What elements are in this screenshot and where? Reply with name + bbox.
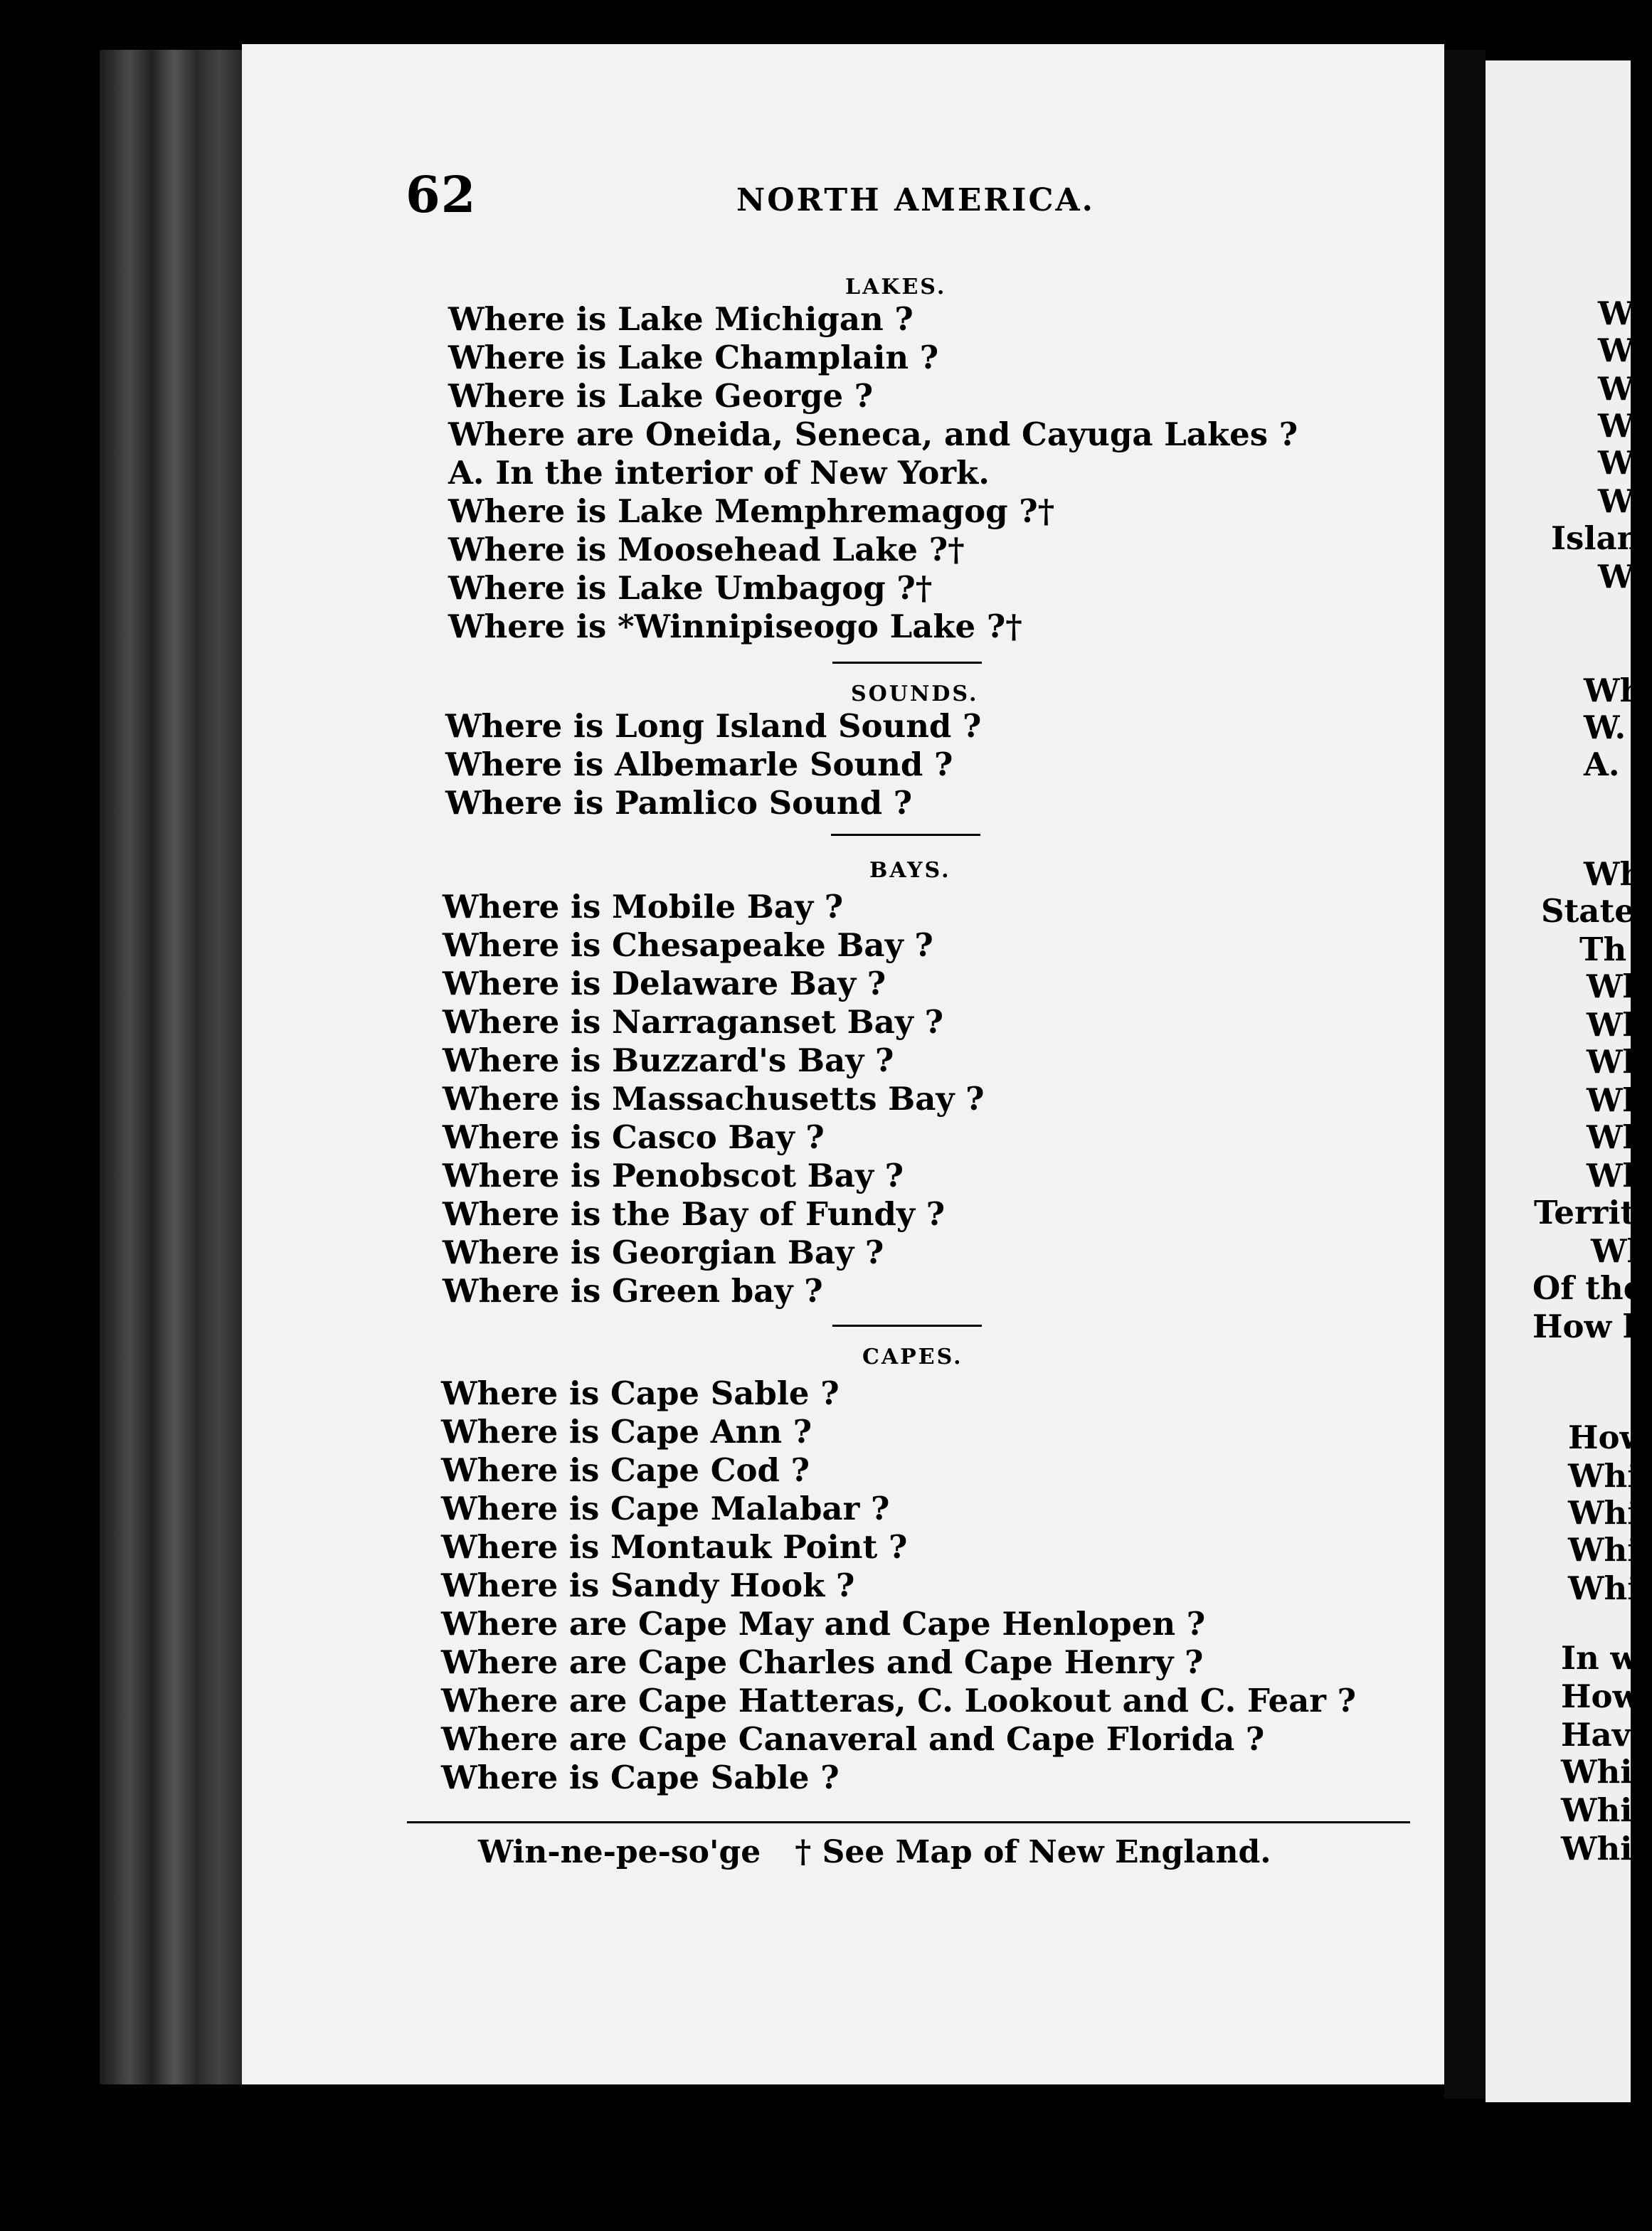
facing-page-line: Whi — [1568, 1457, 1640, 1495]
facing-page-line: W — [1598, 482, 1634, 520]
section-divider — [832, 662, 982, 664]
list-item: Where is Sandy Hook ? — [441, 1567, 855, 1604]
list-item: Where is Penobscot Bay ? — [443, 1157, 904, 1194]
list-item: Where is Lake Champlain ? — [448, 339, 939, 376]
book-spine — [100, 50, 249, 2084]
facing-page-line: How — [1568, 1419, 1648, 1456]
facing-page-line: Of the — [1532, 1269, 1644, 1307]
list-item: Where is Casco Bay ? — [443, 1118, 825, 1156]
facing-page-line: Whic — [1561, 1791, 1652, 1829]
facing-page-line: Whi — [1568, 1531, 1640, 1569]
list-item: Where are Cape May and Cape Henlopen ? — [441, 1605, 1206, 1643]
list-item: Where is Green bay ? — [443, 1272, 823, 1310]
list-item: Where is Massachusetts Bay ? — [443, 1080, 985, 1118]
section-divider — [831, 834, 980, 836]
sounds-list — [445, 707, 981, 822]
list-item: Where is Delaware Bay ? — [443, 965, 886, 1002]
list-item: Where is Narraganset Bay ? — [443, 1003, 943, 1041]
list-item: Where is Cape Cod ? — [441, 1451, 810, 1489]
footnote-map-note: † See Map of New England. — [795, 1834, 1271, 1870]
list-item: Where is Cape Malabar ? — [441, 1490, 890, 1527]
facing-page-line: Wh — [1584, 672, 1643, 709]
list-item: Where is Cape Sable ? — [441, 1759, 840, 1796]
list-item: Where is Lake Memphremagog ?† — [448, 492, 1055, 530]
list-item: Where is Moosehead Lake ?† — [448, 531, 965, 568]
footnote-rule — [407, 1821, 1410, 1823]
facing-page-line: Wh — [1587, 1157, 1646, 1194]
facing-page-line: Wh — [1587, 968, 1646, 1005]
list-item: Where is Georgian Bay ? — [443, 1234, 884, 1271]
list-item: Where are Cape Hatteras, C. Lookout and C. Fear ? — [441, 1682, 1356, 1719]
facing-page-line: Whi — [1568, 1569, 1640, 1607]
bays-list — [443, 888, 985, 1310]
book-gutter — [1444, 50, 1486, 2099]
lakes-list — [448, 300, 1298, 646]
facing-page-line: W — [1598, 558, 1634, 595]
section-heading-sounds: SOUNDS. — [851, 682, 979, 706]
list-item: Where is Lake George ? — [448, 377, 874, 415]
list-item: Where is *Winnipiseogo Lake ?† — [448, 608, 1022, 645]
list-item: Where is Albemarle Sound ? — [445, 746, 953, 783]
page-right-facing — [1486, 60, 1652, 2102]
facing-page-line: How h — [1532, 1308, 1646, 1345]
list-item: Where is Cape Ann ? — [441, 1413, 812, 1451]
footnote — [478, 1834, 1271, 1870]
section-heading-capes: CAPES. — [862, 1345, 963, 1369]
facing-page-line: W — [1598, 295, 1634, 332]
section-heading-bays: BAYS. — [869, 858, 951, 883]
list-item: Where are Oneida, Seneca, and Cayuga Lakes ? — [448, 415, 1298, 453]
facing-page-line: Whic — [1561, 1830, 1652, 1867]
facing-page-line: Whi — [1568, 1494, 1640, 1532]
list-item: Where are Cape Charles and Cape Henry ? — [441, 1643, 1204, 1681]
footnote-pronunciation: Win-ne-pe-so'ge — [478, 1834, 761, 1870]
facing-page-line: Islan — [1551, 519, 1641, 557]
facing-page-line: How — [1561, 1678, 1641, 1715]
facing-page-line: Wh — [1587, 1006, 1646, 1044]
list-item: A. In the interior of New York. — [448, 454, 990, 492]
capes-list — [441, 1374, 1356, 1797]
section-divider — [832, 1325, 982, 1327]
list-item: Where is the Bay of Fundy ? — [443, 1195, 946, 1233]
list-item: Where is Long Island Sound ? — [445, 707, 982, 745]
facing-page-line: Wh — [1584, 855, 1643, 893]
list-item: Where is Lake Umbagog ?† — [448, 569, 933, 607]
list-item: Where is Mobile Bay ? — [443, 888, 844, 926]
facing-page-line: Wh — [1587, 1043, 1646, 1081]
list-item: Where is Chesapeake Bay ? — [443, 926, 933, 964]
list-item: Where are Cape Canaveral and Cape Florida ? — [441, 1720, 1265, 1758]
facing-page-line: W — [1598, 444, 1634, 482]
list-item: Where is Lake Michigan ? — [448, 300, 914, 338]
list-item: Where is Montauk Point ? — [441, 1528, 908, 1566]
facing-page-line: Whic — [1561, 1753, 1652, 1791]
facing-page-line: W — [1598, 332, 1634, 369]
page-number: 62 — [406, 165, 477, 224]
list-item: Where is Buzzard's Bay ? — [443, 1042, 894, 1079]
facing-page-line: W — [1598, 407, 1634, 445]
facing-page-line: W. — [1584, 709, 1626, 746]
facing-page-line: In w — [1561, 1639, 1638, 1677]
facing-page-line: Wh — [1587, 1081, 1646, 1119]
running-title: NORTH AMERICA. — [736, 182, 1095, 218]
facing-page-line: State — [1541, 892, 1635, 930]
list-item: Where is Pamlico Sound ? — [445, 784, 913, 822]
facing-page-line: Wh — [1587, 1118, 1646, 1156]
facing-page-line: Th — [1579, 931, 1627, 968]
facing-page-line: A. — [1584, 746, 1620, 783]
facing-page-line: Wh — [1591, 1232, 1651, 1270]
facing-page-line: W — [1598, 370, 1634, 408]
list-item: Where is Cape Sable ? — [441, 1374, 840, 1412]
facing-page-line: Territ — [1534, 1194, 1636, 1231]
section-heading-lakes: LAKES. — [845, 275, 947, 300]
facing-page-line: Have — [1561, 1716, 1651, 1754]
